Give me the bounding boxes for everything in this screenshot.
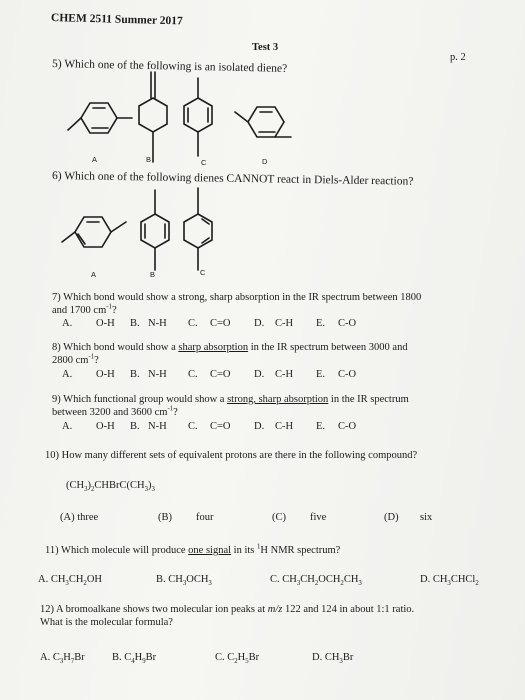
- q9-option-c-letter: C.: [188, 421, 198, 432]
- q8-option-c-letter: C.: [188, 369, 198, 380]
- q7-option-a-letter: A.: [62, 318, 73, 329]
- q8-option-a-letter: A.: [62, 369, 73, 380]
- q6-structure-c: [178, 188, 218, 278]
- question-10-text: 10) How many different sets of equivalent protons are there in the following compound?: [45, 450, 418, 461]
- q5-structure-b: [133, 72, 173, 172]
- q9-option-e-letter: E.: [316, 421, 326, 432]
- page-number: p. 2: [450, 52, 466, 63]
- question-7-line-2: and 1700 $cm^{-1}$?: [52, 303, 117, 316]
- q9-option-a-letter: A.: [62, 421, 73, 432]
- question-8-line-1: 8) Which bond would show a sharp absorption in the IR spectrum between 3000 and: [52, 342, 408, 353]
- question-8-line-2: 2800 $cm^{-1}$?: [52, 353, 99, 366]
- q8-option-b-letter: B.: [130, 369, 140, 380]
- q11-option-d: D. $CH_3CHCl_2$: [420, 574, 479, 588]
- test-title: Test 3: [252, 42, 279, 53]
- q12-option-c: C. $C_2H_5Br$: [215, 652, 260, 666]
- q8-option-c: C=O: [210, 369, 231, 380]
- q10-option-a: (A) three: [60, 512, 99, 523]
- q11-option-c: C. $CH_3CH_2OCH_2CH_3$: [270, 574, 362, 588]
- q10-option-b-letter: (B): [158, 512, 172, 523]
- q11-option-b: B. $CH_3OCH_3$: [156, 574, 212, 588]
- question-9-line-1: 9) Which functional group would show a strong, sharp absorption in the IR spectrum: [52, 394, 409, 405]
- q12-option-d: D. $CH_3Br$: [312, 652, 354, 666]
- q7-option-e-letter: E.: [316, 318, 326, 329]
- q7-option-e: C-O: [338, 318, 357, 329]
- q8-option-b: N-H: [148, 369, 167, 380]
- q5-label-b: B: [146, 155, 152, 164]
- q10-compound: $(CH_3)_2CHBrC(CH_3)_3$: [66, 480, 155, 494]
- q9-option-d: C-H: [275, 421, 294, 432]
- question-5-text: 5) Which one of the following is an isolated diene?: [51, 58, 288, 75]
- q7-option-d-letter: D.: [254, 318, 265, 329]
- q6-structure-a: [62, 212, 132, 257]
- q12-option-b: B. $C_4H_9Br$: [112, 652, 157, 666]
- q6-label-c: C: [200, 268, 206, 277]
- q8-option-e-letter: E.: [316, 369, 326, 380]
- q10-option-d: six: [420, 512, 433, 523]
- q10-option-c-letter: (C): [272, 512, 286, 523]
- q9-option-a: O-H: [96, 421, 115, 432]
- q9-option-b-letter: B.: [130, 421, 140, 432]
- q7-option-c-letter: C.: [188, 318, 198, 329]
- question-12-line-1: 12) A bromoalkane shows two molecular ion peaks at m/z 122 and 124 in about 1:1 ratio.: [40, 604, 415, 615]
- q5-structure-d: [235, 104, 305, 144]
- question-7-line-1: 7) Which bond would show a strong, sharp absorption in the IR spectrum between 1800: [52, 292, 422, 303]
- q7-option-d: C-H: [275, 318, 294, 329]
- q9-option-c: C=O: [210, 421, 231, 432]
- q8-option-a: O-H: [96, 369, 115, 380]
- q5-structure-a: [68, 100, 138, 140]
- q8-option-e: C-O: [338, 369, 357, 380]
- q5-structure-c: [178, 78, 218, 178]
- q7-option-b: N-H: [148, 318, 167, 329]
- q7-option-c: C=O: [210, 318, 231, 329]
- question-9-line-2: between 3200 and 3600 $cm^{-1}$?: [52, 405, 178, 418]
- q7-option-a: O-H: [96, 318, 115, 329]
- q9-option-d-letter: D.: [254, 421, 265, 432]
- q9-option-b: N-H: [148, 421, 167, 432]
- q10-option-c: five: [310, 512, 327, 523]
- q11-option-a: A. $CH_3CH_2OH$: [38, 574, 102, 588]
- course-title: CHEM 2511 Summer 2017: [50, 12, 183, 28]
- q6-label-b: B: [150, 270, 156, 279]
- q10-option-b: four: [196, 512, 214, 523]
- q6-structure-b: [135, 190, 175, 280]
- q5-label-d: D: [262, 157, 268, 166]
- question-12-line-2: What is the molecular formula?: [40, 617, 173, 628]
- q12-option-a: A. $C_3H_7Br$: [40, 652, 85, 666]
- q10-option-d-letter: (D): [384, 512, 399, 523]
- q8-option-d-letter: D.: [254, 369, 265, 380]
- q5-label-c: C: [201, 158, 207, 167]
- q8-option-d: C-H: [275, 369, 294, 380]
- q9-option-e: C-O: [338, 421, 357, 432]
- q7-option-b-letter: B.: [130, 318, 140, 329]
- q6-label-a: A: [91, 270, 97, 279]
- question-11-text: 11) Which molecule will produce one signal in its $^1$H NMR spectrum?: [45, 543, 341, 556]
- q5-label-a: A: [92, 155, 98, 164]
- question-6-text: 6) Which one of the following dienes CANNOT react in Diels-Alder reaction?: [51, 170, 414, 188]
